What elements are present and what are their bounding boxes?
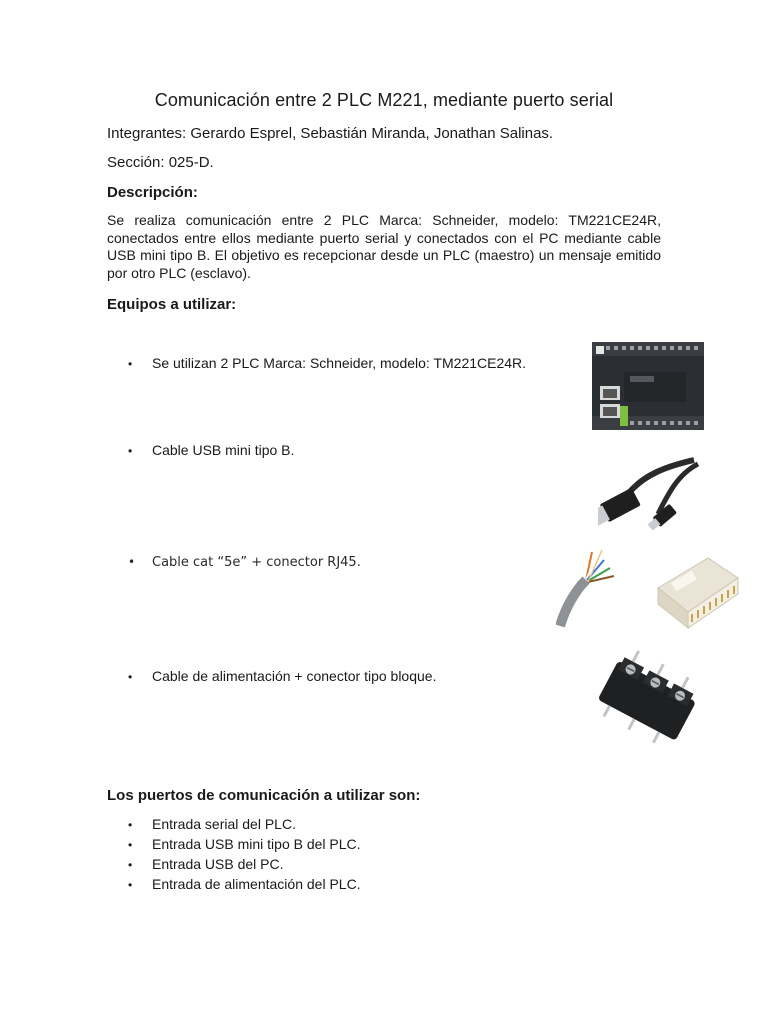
- port-item-label: Entrada de alimentación del PLC.: [152, 876, 361, 892]
- list-item: [128, 815, 361, 835]
- bullet-icon: •: [128, 444, 133, 458]
- description-paragraph: Se realiza comunicación entre 2 PLC Marca: Schneider, modelo: TM221CE24R, conectados entre ellos mediante puerto serial y conectados con el PC mediante cable USB mini tipo B. El objetivo es recepcionar desde un PLC (maestro) un mensaje emitido por otro PLC (esclavo).: [107, 212, 661, 281]
- equipment-item-plc: [128, 355, 526, 371]
- port-item-label: Entrada serial del PLC.: [152, 816, 296, 832]
- list-item: [128, 875, 361, 895]
- bullet-icon: •: [128, 878, 133, 892]
- terminal-block-connector-image: [584, 640, 706, 764]
- cat5e-cable-image: [556, 546, 632, 630]
- equipment-item-usb-cable: [128, 442, 294, 458]
- equipment-item-power: [128, 668, 436, 684]
- usb-mini-b-cable-image: [598, 454, 702, 530]
- document-title: Comunicación entre 2 PLC M221, mediante puerto serial: [154, 90, 614, 110]
- bullet-icon: •: [128, 818, 133, 832]
- bullet-icon: •: [128, 858, 133, 872]
- equipment-item-label: Se utilizan 2 PLC Marca: Schneider, modelo: TM221CE24R.: [152, 355, 527, 371]
- rj45-connector-image: [648, 548, 742, 632]
- equipment-heading: Equipos a utilizar:: [107, 296, 237, 313]
- port-item-label: Entrada USB del PC.: [152, 856, 284, 872]
- bullet-icon: •: [128, 555, 136, 569]
- list-item: [128, 855, 361, 875]
- section-line: Sección: 025-D.: [107, 154, 214, 171]
- port-item-label: Entrada USB mini tipo B del PLC.: [152, 836, 361, 852]
- equipment-item-label: Cable de alimentación + conector tipo bloque.: [152, 668, 437, 684]
- equipment-item-cat5e: [128, 555, 361, 570]
- equipment-item-label: Cable cat “5e” + conector RJ45.: [152, 555, 361, 570]
- ports-list: [128, 815, 361, 895]
- members-line: Integrantes: Gerardo Esprel, Sebastián Miranda, Jonathan Salinas.: [107, 125, 554, 142]
- bullet-icon: •: [128, 357, 133, 371]
- equipment-item-label: Cable USB mini tipo B.: [152, 442, 295, 458]
- description-heading: Descripción:: [107, 184, 198, 201]
- ports-heading: Los puertos de comunicación a utilizar son:: [107, 787, 421, 804]
- bullet-icon: •: [128, 838, 133, 852]
- plc-m221-image: [590, 332, 706, 436]
- list-item: [128, 835, 361, 855]
- bullet-icon: •: [128, 670, 133, 684]
